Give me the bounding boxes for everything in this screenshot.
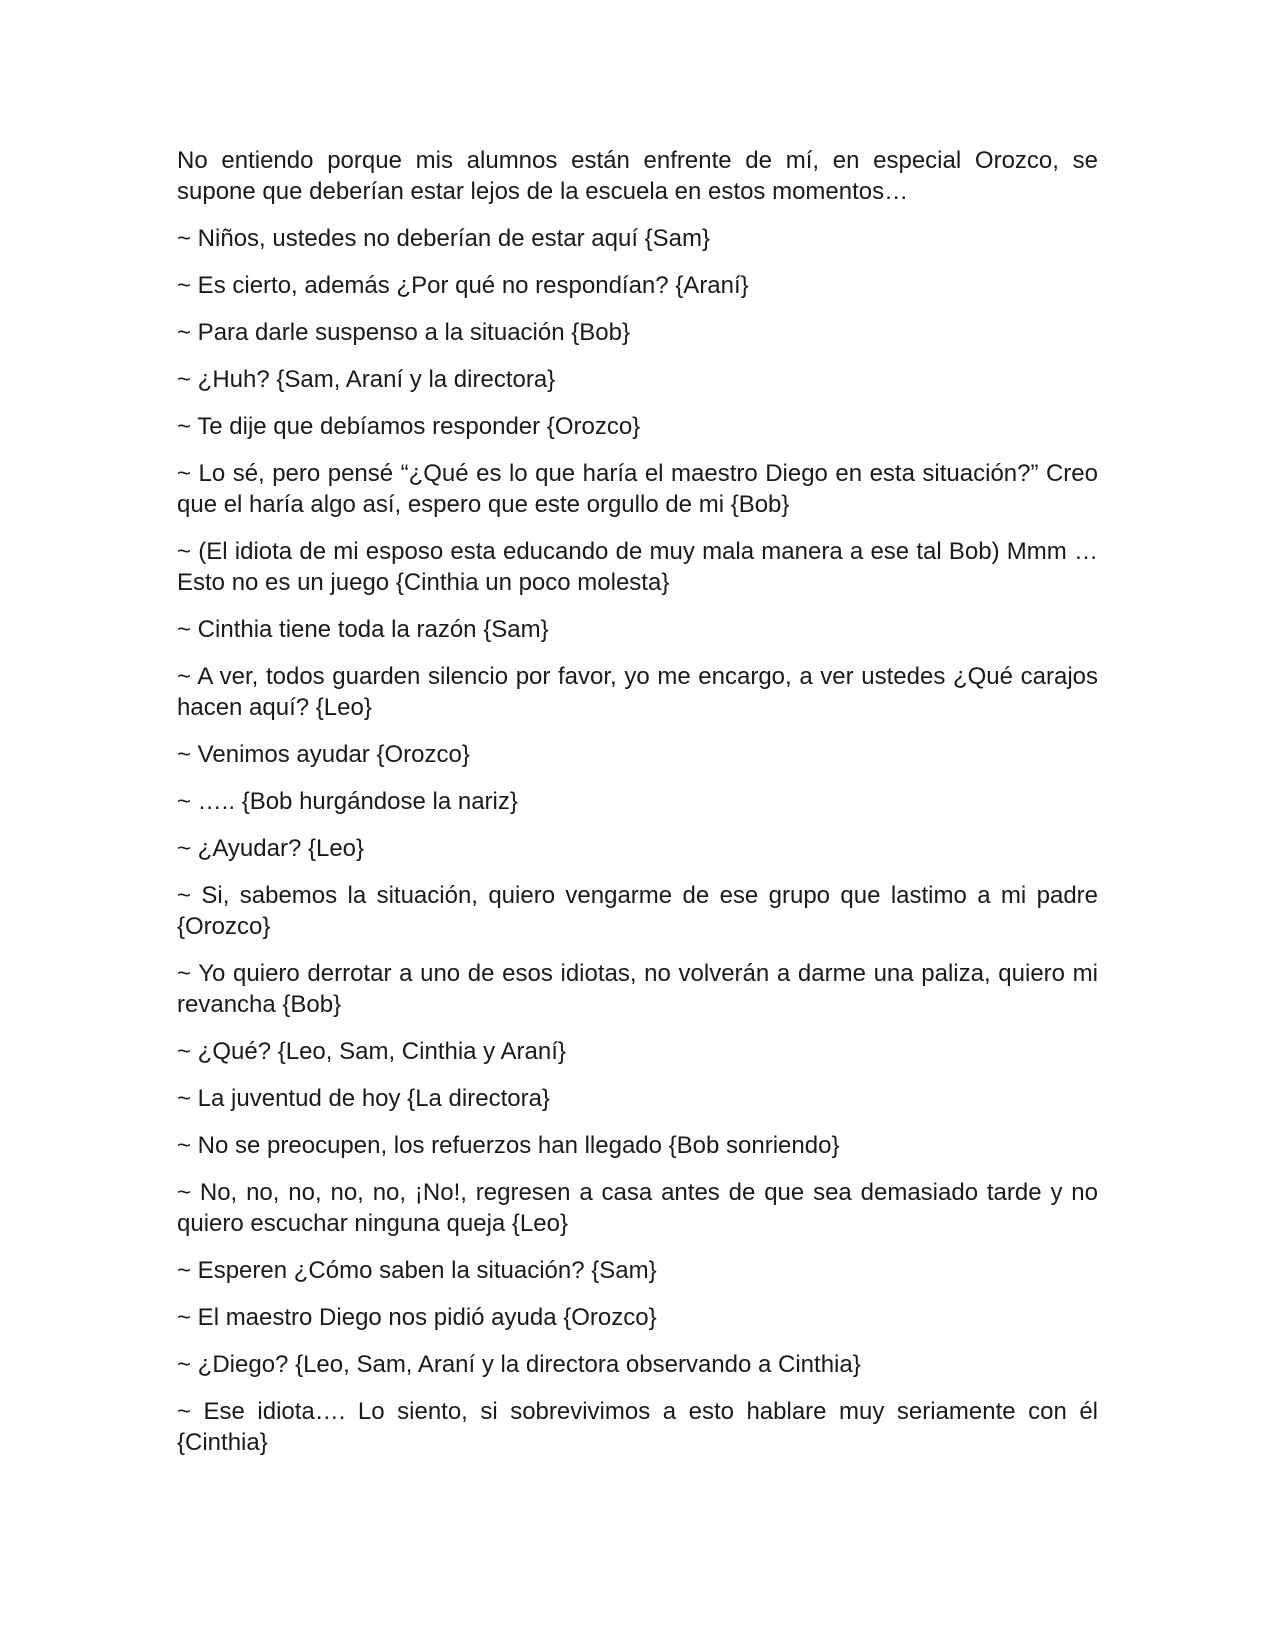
dialogue-line: ~ ¿Qué? {Leo, Sam, Cinthia y Araní}: [177, 1038, 566, 1065]
dialogue-line: ~ Yo quiero derrotar a uno de esos idiotas, no volverán a darme una paliza, quiero mi revancha {Bob}: [177, 960, 1098, 1018]
dialogue-line: ~ Para darle suspenso a la situación {Bob}: [177, 319, 630, 346]
dialogue-line: ~ Esperen ¿Cómo saben la situación? {Sam}: [177, 1257, 657, 1284]
dialogue-line: ~ No se preocupen, los refuerzos han llegado {Bob sonriendo}: [177, 1132, 840, 1159]
dialogue-line: ~ El maestro Diego nos pidió ayuda {Orozco}: [177, 1304, 657, 1331]
dialogue-line: ~ ….. {Bob hurgándose la nariz}: [177, 788, 518, 815]
dialogue-line: ~ ¿Diego? {Leo, Sam, Araní y la directora observando a Cinthia}: [177, 1351, 861, 1378]
dialogue-line: ~ ¿Ayudar? {Leo}: [177, 835, 365, 862]
dialogue-line: ~ A ver, todos guarden silencio por favor, yo me encargo, a ver ustedes ¿Qué carajos hacen aquí? {Leo}: [177, 663, 1098, 721]
dialogue-line: ~ Te dije que debíamos responder {Orozco}: [177, 413, 641, 440]
dialogue-line: ~ Si, sabemos la situación, quiero vengarme de ese grupo que lastimo a mi padre {Orozco}: [177, 882, 1098, 940]
dialogue-line: ~ Niños, ustedes no deberían de estar aquí {Sam}: [177, 225, 711, 252]
document-page: [177, 145, 1098, 1474]
dialogue-line: ~ ¿Huh? {Sam, Araní y la directora}: [177, 366, 556, 393]
dialogue-line: ~ No, no, no, no, no, ¡No!, regresen a casa antes de que sea demasiado tarde y no quiero escuchar ninguna queja {Leo}: [177, 1179, 1098, 1237]
narration-paragraph: No entiendo porque mis alumnos están enfrente de mí, en especial Orozco, se supone que deberían estar lejos de la escuela en estos momentos…: [177, 147, 1098, 205]
dialogue-line: ~ Ese idiota…. Lo siento, si sobrevivimos a esto hablare muy seriamente con él {Cinthia}: [177, 1398, 1098, 1456]
dialogue-line: ~ Lo sé, pero pensé “¿Qué es lo que haría el maestro Diego en esta situación?” Creo que el haría algo así, espero que este orgullo de mi {Bob}: [177, 460, 1098, 518]
dialogue-line: ~ Venimos ayudar {Orozco}: [177, 741, 470, 768]
dialogue-line: ~ Cinthia tiene toda la razón {Sam}: [177, 616, 549, 643]
dialogue-line: ~ La juventud de hoy {La directora}: [177, 1085, 550, 1112]
dialogue-line: ~ (El idiota de mi esposo esta educando de muy mala manera a ese tal Bob) Mmm … Esto no es un juego {Cinthia un poco molesta}: [177, 538, 1098, 596]
dialogue-line: ~ Es cierto, además ¿Por qué no respondían? {Araní}: [177, 272, 749, 299]
